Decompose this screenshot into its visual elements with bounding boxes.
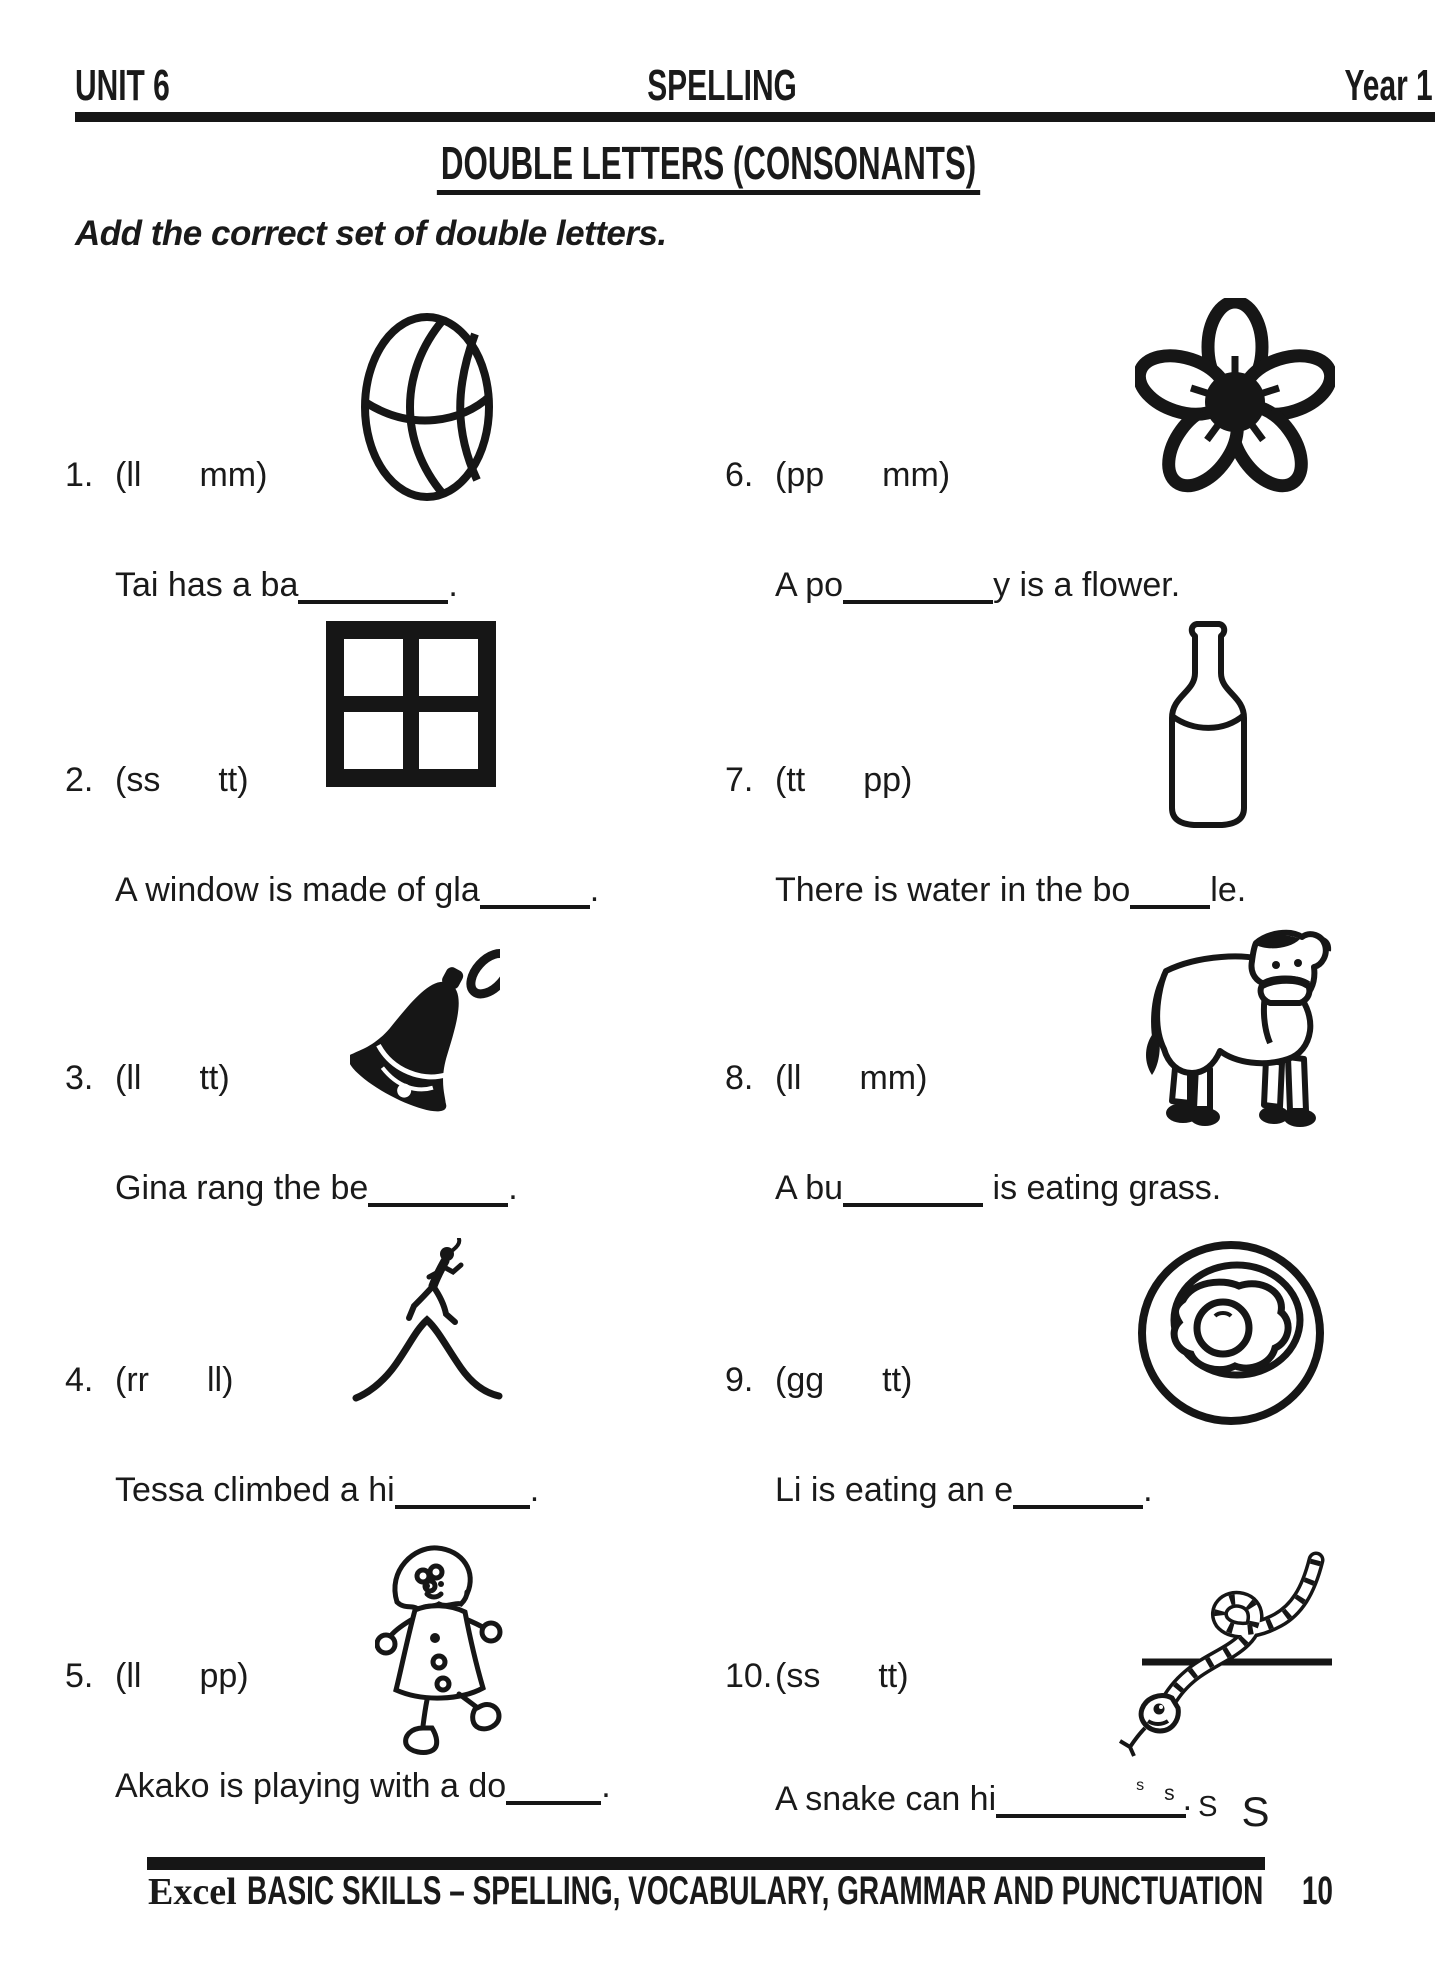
bell-image: [350, 925, 500, 1130]
option-pair: tt): [218, 761, 249, 799]
option-pair: pp): [199, 1657, 249, 1695]
sentence: A bu is eating grass.: [775, 1169, 1222, 1207]
option-pair: mm): [882, 456, 951, 494]
series-title: BASIC SKILLS – SPELLING, VOCABULARY, GRAMMAR AND PUNCTUATION 10: [246, 1869, 1333, 1913]
option-pair: (ll: [115, 1657, 142, 1695]
question-number: 3.: [65, 1059, 94, 1097]
answer-blank[interactable]: [1013, 1505, 1143, 1509]
fried-egg-image: [1135, 1240, 1327, 1427]
answer-blank[interactable]: [843, 600, 993, 604]
subject-label: SPELLING: [647, 61, 798, 110]
hiss-letter: s: [1164, 1782, 1175, 1805]
option-pair: ll): [206, 1361, 234, 1399]
question-number: 7.: [725, 761, 754, 799]
flower-image: [1135, 298, 1335, 500]
option-pair: (rr: [115, 1361, 149, 1399]
question-line: [725, 1058, 927, 1098]
question-line: [65, 760, 249, 800]
sentence: Gina rang the be .: [115, 1169, 518, 1207]
option-pair: (ss: [115, 761, 161, 799]
question-number: 1.: [65, 456, 94, 494]
answer-blank[interactable]: [395, 1505, 530, 1509]
answer-blank[interactable]: [1130, 905, 1210, 909]
doll-image: [375, 1540, 503, 1758]
footer: [148, 1869, 1445, 1914]
brand-name: Excel: [148, 1871, 237, 1913]
question-number: 4.: [65, 1361, 94, 1399]
question-number: 5.: [65, 1657, 94, 1695]
option-pair: mm): [199, 456, 268, 494]
question-line: [725, 760, 912, 800]
cow-image: [1128, 925, 1332, 1130]
question-line: [65, 1360, 233, 1400]
option-pair: (gg: [775, 1361, 825, 1399]
option-pair: (ll: [115, 456, 142, 494]
question-number: 2.: [65, 761, 94, 799]
option-pair: (ss: [775, 1657, 821, 1695]
answer-blank[interactable]: [506, 1801, 601, 1805]
hiss-letter: s: [1136, 1777, 1145, 1794]
snake-image: [1108, 1550, 1336, 1760]
question-number: 10.: [725, 1657, 773, 1695]
sentence: Li is eating an e .: [775, 1471, 1153, 1509]
question-line: [65, 1656, 249, 1696]
hiss-letter: S: [1198, 1791, 1218, 1823]
window-image: [325, 620, 497, 788]
answer-blank[interactable]: [368, 1203, 508, 1207]
sentence: Akako is playing with a do .: [115, 1767, 611, 1805]
question-line: [65, 455, 267, 495]
option-pair: (ll: [115, 1059, 142, 1097]
sentence: A window is made of gla .: [115, 871, 600, 909]
question-line: [725, 1360, 912, 1400]
option-pair: (pp: [775, 456, 825, 494]
instruction-text: Add the correct set of double letters.: [75, 214, 667, 253]
sentence: A snake can hi $^s$ $^s$ . S S: [775, 1777, 1270, 1835]
option-pair: pp): [863, 761, 913, 799]
question-number: 6.: [725, 456, 754, 494]
bottle-image: [1160, 618, 1256, 832]
option-pair: mm): [859, 1059, 928, 1097]
option-pair: (ll: [775, 1059, 802, 1097]
option-pair: (tt: [775, 761, 806, 799]
option-pair: tt): [882, 1361, 913, 1399]
hill-runner-image: [350, 1238, 505, 1410]
sentence: There is water in the bo le.: [775, 871, 1247, 909]
sentence: Tai has a ba .: [115, 566, 458, 604]
option-pair: tt): [199, 1059, 230, 1097]
question-line: [725, 455, 950, 495]
sentence: A po y is a flower.: [775, 566, 1181, 604]
unit-label: UNIT 6: [75, 61, 170, 110]
option-pair: tt): [878, 1657, 909, 1695]
basketball-image: [357, 310, 497, 505]
answer-blank[interactable]: [996, 1814, 1186, 1818]
question-number: 8.: [725, 1059, 754, 1097]
question-number: 9.: [725, 1361, 754, 1399]
year-label: Year 1: [1344, 61, 1433, 110]
page-title: DOUBLE LETTERS (CONSONANTS): [0, 140, 1417, 195]
sentence: Tessa climbed a hi .: [115, 1471, 540, 1509]
question-line: [65, 1058, 230, 1098]
page-number: 10: [1301, 1869, 1333, 1913]
answer-blank[interactable]: [298, 600, 448, 604]
answer-blank[interactable]: [843, 1203, 983, 1207]
header-rule: [75, 112, 1435, 122]
question-line: [725, 1656, 909, 1696]
hiss-letter: S: [1241, 1788, 1270, 1835]
answer-blank[interactable]: [480, 905, 590, 909]
